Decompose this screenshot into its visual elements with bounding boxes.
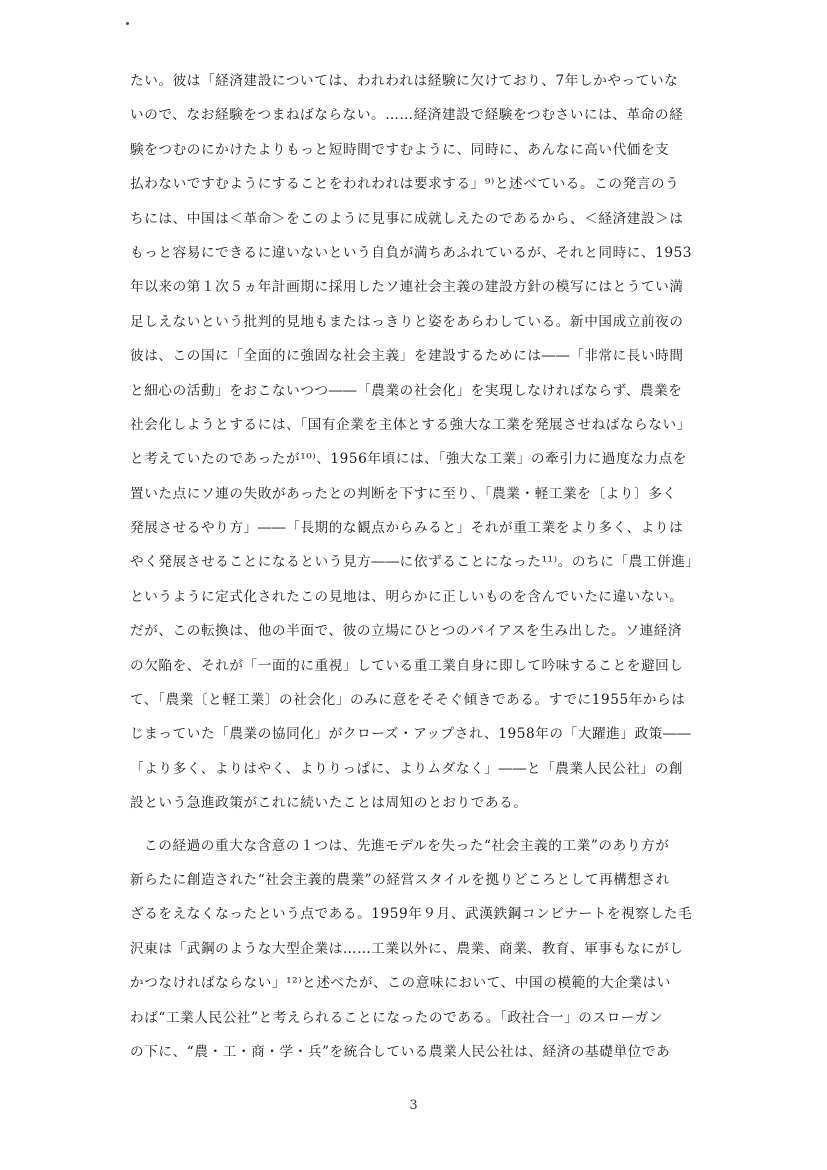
- text-line: この経過の重大な含意の１つは、先進モデルを失った“社会主義的工業”のあり方が: [144, 837, 670, 854]
- text-line: 「より多く、よりはやく、よりりっぱに、よりムダなく」――と「農業人民公社」の創: [130, 760, 684, 777]
- text-line: と考えていたのであったが¹⁰⁾、1956年頃には、「強大な工業」の牽引力に過度な力点を: [130, 451, 688, 468]
- text-line: じまっていた「農業の協同化」がクローズ・アップされ、1958年の「大躍進」政策――: [130, 726, 692, 743]
- text-line: もっと容易にできるに違いないという自負が満ちあふれているが、それと同時に、1953: [130, 244, 693, 261]
- text-line: 発展させるやり方」――「長期的な観点からみると」それが重工業をより多く、よりは: [130, 520, 684, 537]
- text-line: ちには、中国は＜革命＞をこのように見事に成就しえたのであるから、＜経済建設＞は: [130, 210, 684, 227]
- text-line: 払わないですむようにすることをわれわれは要求する」⁹⁾と述べている。この発言のう: [130, 176, 680, 193]
- text-line: たい。彼は「経済建設については、われわれは経験に欠けており、7年しかやっていな: [130, 73, 679, 89]
- text-line: ざるをえなくなったという点である。1959年９月、武漢鉄鋼コンビナートを視察した毛: [130, 906, 693, 923]
- text-line: と細心の活動」をおこないつつ――「農業の社会化」を実現しなければならず、農業を: [130, 382, 683, 399]
- paragraph-1: [130, 64, 730, 821]
- paragraph-2: [130, 829, 730, 1070]
- text-line: の下に、“農・工・商・学・兵”を統合している農業人民公社は、経済の基礎単位であ: [130, 1043, 671, 1060]
- text-line: 設という急進政策がこれに続いたことは周知のとおりである。: [130, 795, 528, 812]
- text-line: 沢東は「武鋼のような大型企業は……工業以外に、農業、商業、教育、軍事もなにがし: [130, 940, 684, 957]
- text-line: かつなければならない」¹²⁾と述べたが、この意味において、中国の模範的大企業はい: [130, 975, 671, 992]
- text-line: いので、なお経験をつまねばならない。……経済建設で経験をつむさいには、革命の経: [130, 107, 684, 124]
- text-line: 彼は、この国に「全面的に強固な社会主義」を建設するためには――「非常に長い時間: [130, 348, 684, 365]
- text-line: 年以来の第１次５ヵ年計画期に採用したソ連社会主義の建設方針の模写にはとうてい満: [130, 279, 684, 296]
- text-line: 足しえないという批判的見地もまたはっきりと姿をあらわしている。新中国成立前夜の: [130, 313, 684, 330]
- text-line: 験をつむのにかけたよりもっと短時間ですむように、同時に、あんなに高い代価を支: [130, 141, 670, 158]
- text-line-underlined: の欠陥を、それが「一面的に重視」している重工業自身に即して吟味することを避回し: [130, 657, 684, 674]
- text-line: わば“工業人民公社”と考えられることになったのである。「政社合一」のスローガン: [130, 1009, 664, 1026]
- text-line: というように定式化されたこの見地は、明らかに正しいものを含んでいたに違いない。: [130, 588, 684, 605]
- text-line: やく発展させることになるという見方――に依ずることになった¹¹⁾。のちに「農工併進」: [130, 554, 700, 571]
- text-line: て、「農業〔と軽工業〕の社会化」のみに意をそそぐ傾きである。すでに1955年からは: [130, 692, 686, 709]
- body-text: [130, 64, 730, 1069]
- text-line: 新らたに創造された“社会主義的農業”の経営スタイルを拠りどころとして再構想され: [130, 871, 670, 888]
- text-line: だが、この転換は、他の半面で、彼の立場にひとつのバイアスを生み出した。ソ連経済: [130, 623, 683, 640]
- page-number: 3: [409, 1098, 418, 1113]
- paragraph-gap: [130, 821, 730, 829]
- scan-speck: [126, 22, 129, 25]
- text-line: 置いた点にソ連の失敗があったとの判断を下すに至り、「農業・軽工業を〔より〕多く: [130, 485, 677, 502]
- text-line: 社会化しようとするには、「国有企業を主体とする強大な工業を発展させねばならない」: [130, 416, 691, 433]
